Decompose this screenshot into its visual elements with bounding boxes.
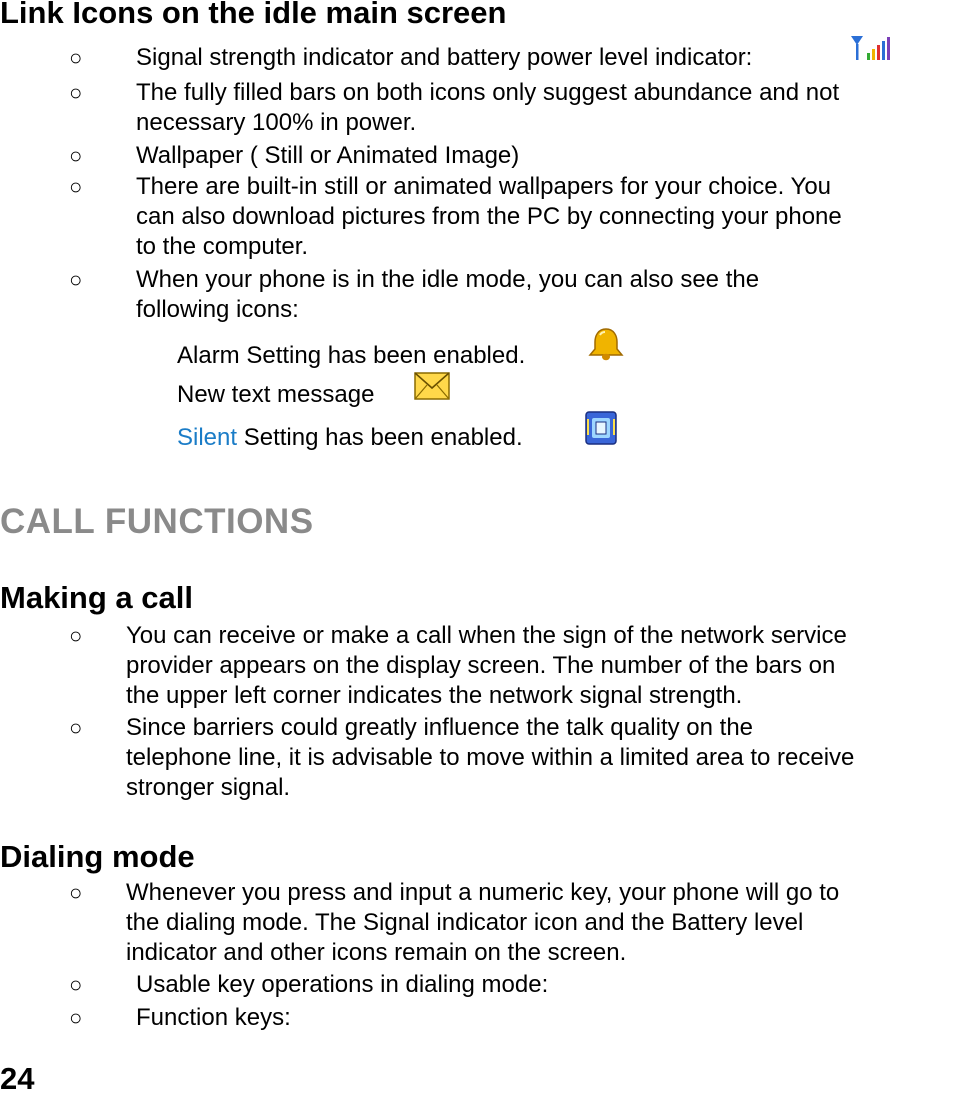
bullet: ○ — [69, 143, 83, 168]
section-title-link-icons: Link Icons on the idle main screen — [0, 0, 507, 30]
item-wallpaper: Wallpaper ( Still or Animated Image) — [136, 142, 520, 169]
signal-battery-icon — [847, 33, 899, 70]
making-call-1-line-3: the upper left corner indicates the network signal strength. — [126, 682, 743, 709]
silent-setting-text — [177, 423, 523, 453]
item-idle-mode-2: following icons: — [136, 296, 299, 323]
making-call-2-line-2: telephone line, it is advisable to move within a limited area to receive — [126, 744, 855, 771]
item-wallpaper-choice-3: to the computer. — [136, 233, 309, 260]
item-bars-line-1: The fully filled bars on both icons only suggest abundance and not — [136, 79, 840, 106]
alarm-setting-text: Alarm Setting has been enabled. — [177, 342, 526, 369]
bullet: ○ — [69, 267, 83, 292]
section-title-making-call: Making a call — [0, 580, 193, 615]
dialing-usable-keys: Usable key operations in dialing mode: — [136, 971, 549, 998]
bullet: ○ — [69, 623, 83, 648]
new-message-text: New text message — [177, 381, 375, 408]
envelope-icon — [412, 369, 452, 410]
making-call-2-line-3: stronger signal. — [126, 774, 291, 801]
silent-rest: Setting has been enabled. — [237, 424, 523, 451]
page-number: 24 — [0, 1061, 35, 1096]
bullet: ○ — [69, 45, 83, 70]
item-wallpaper-choice-1: There are built-in still or animated wallpapers for your choice. You — [136, 173, 832, 200]
item-bars-line-2: necessary 100% in power. — [136, 109, 417, 136]
chapter-title-call-functions: CALL FUNCTIONS — [0, 502, 314, 541]
bullet: ○ — [69, 174, 83, 199]
bullet: ○ — [69, 715, 83, 740]
silent-word: Silent — [177, 424, 238, 451]
dialing-function-keys: Function keys: — [136, 1004, 291, 1031]
section-title-dialing-mode: Dialing mode — [0, 839, 195, 874]
bullet: ○ — [69, 80, 83, 105]
item-idle-mode-1: When your phone is in the idle mode, you can also see the — [136, 266, 760, 293]
bullet: ○ — [69, 972, 83, 997]
making-call-1-line-2: provider appears on the display screen. The number of the bars on — [126, 652, 836, 679]
dialing-1-line-2: the dialing mode. The Signal indicator icon and the Battery level — [126, 909, 804, 936]
alarm-bell-icon — [584, 325, 628, 370]
item-wallpaper-choice-2: can also download pictures from the PC by connecting your phone — [136, 203, 842, 230]
making-call-2-line-1: Since barriers could greatly influence the talk quality on the — [126, 714, 754, 741]
silent-mode-icon — [581, 409, 621, 452]
bullet: ○ — [69, 1005, 83, 1030]
item-signal-indicator: Signal strength indicator and battery power level indicator: — [136, 44, 753, 71]
making-call-1-line-1: You can receive or make a call when the sign of the network service — [126, 622, 847, 649]
dialing-1-line-1: Whenever you press and input a numeric key, your phone will go to — [126, 879, 840, 906]
bullet: ○ — [69, 880, 83, 905]
dialing-1-line-3: indicator and other icons remain on the screen. — [126, 939, 627, 966]
